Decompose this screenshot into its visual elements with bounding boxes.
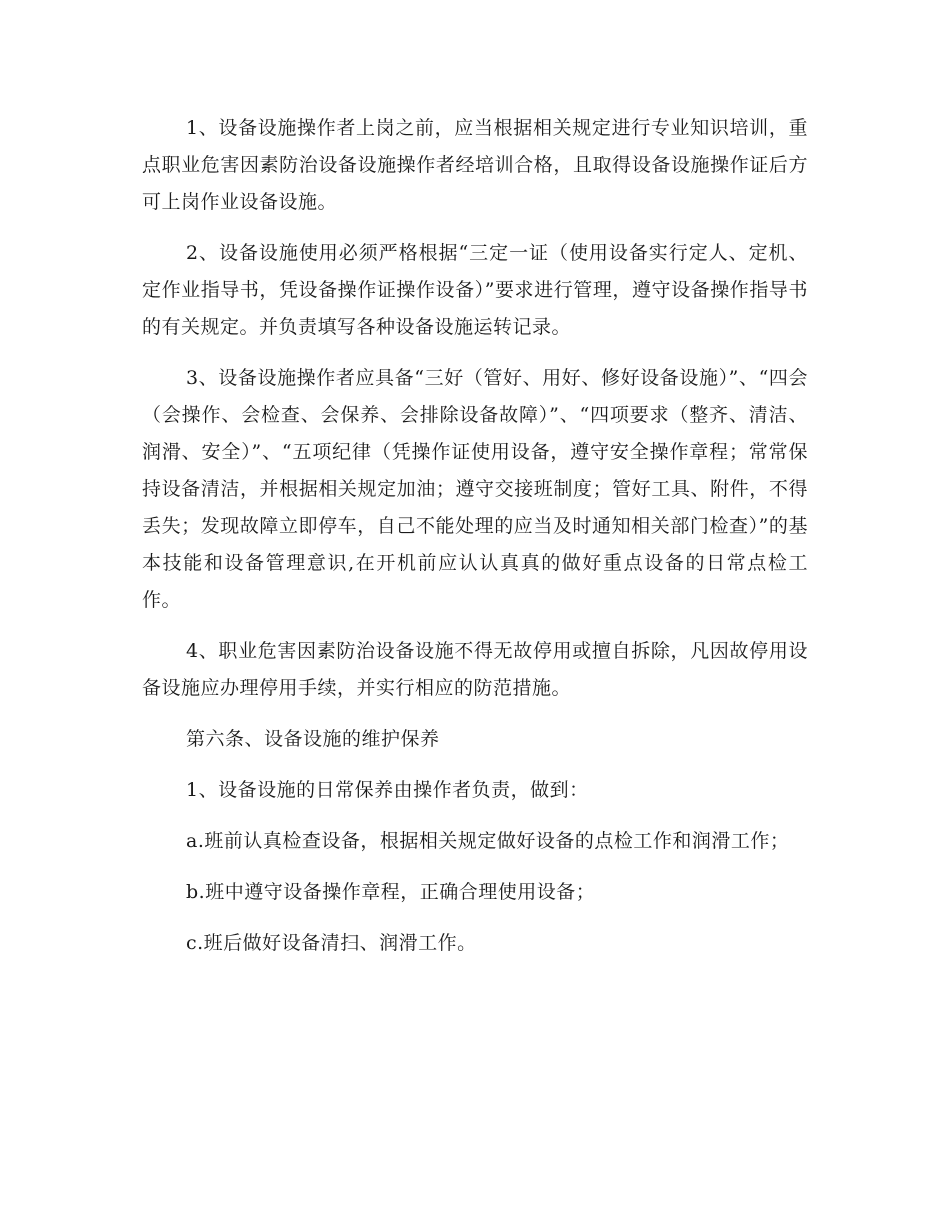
paragraph-daily-maintenance: 1、设备设施的日常保养由操作者负责，做到： — [186, 779, 589, 801]
document-body — [142, 110, 808, 976]
paragraph-no-unauthorized-removal: 4、职业危害因素防治设备设施不得无故停用或擅自拆除，凡因故停用设备设施应办理停用手续，并实行相应的防范措施。 — [142, 640, 808, 699]
list-item-during-shift: b.班中遵守设备操作章程，正确合理使用设备； — [186, 881, 596, 903]
paragraph-operator-training: 1、设备设施操作者上岗之前，应当根据相关规定进行专业知识培训，重点职业危害因素防治设备设施操作者经培训合格，且取得设备设施操作证后方可上岗作业设备设施。 — [142, 117, 808, 213]
paragraph-three-fixed-one-cert: 2、设备设施使用必须严格根据“三定一证（使用设备实行定人、定机、定作业指导书，凭设备操作证操作设备）”要求进行管理，遵守设备操作指导书的有关规定。并负责填写各种设备设施运转记录。 — [142, 242, 808, 338]
list-item-before-shift: a.班前认真检查设备，根据相关规定做好设备的点检工作和润滑工作； — [186, 830, 790, 852]
list-item-after-shift: c.班后做好设备清扫、润滑工作。 — [186, 932, 477, 954]
paragraph-operator-skills: 3、设备设施操作者应具备“三好（管好、用好、修好设备设施）”、“四会（会操作、会检查、会保养、会排除设备故障）”、“四项要求（整齐、清洁、润滑、安全）”、“五项纪律（凭操作证使用设备，遵守安全操作章程；常常保持设备清洁，并根据相关规定加油；遵守交接班制度；管好工具、附件，不得丢失；发现故障立即停车，自己不能处理的应当及时通知相关部门检查）”的基本技能和设备管理意识,在开机前应认认真真的做好重点设备的日常点检工作。 — [142, 367, 808, 611]
section-heading-maintenance: 第六条、设备设施的维护保养 — [186, 728, 440, 750]
